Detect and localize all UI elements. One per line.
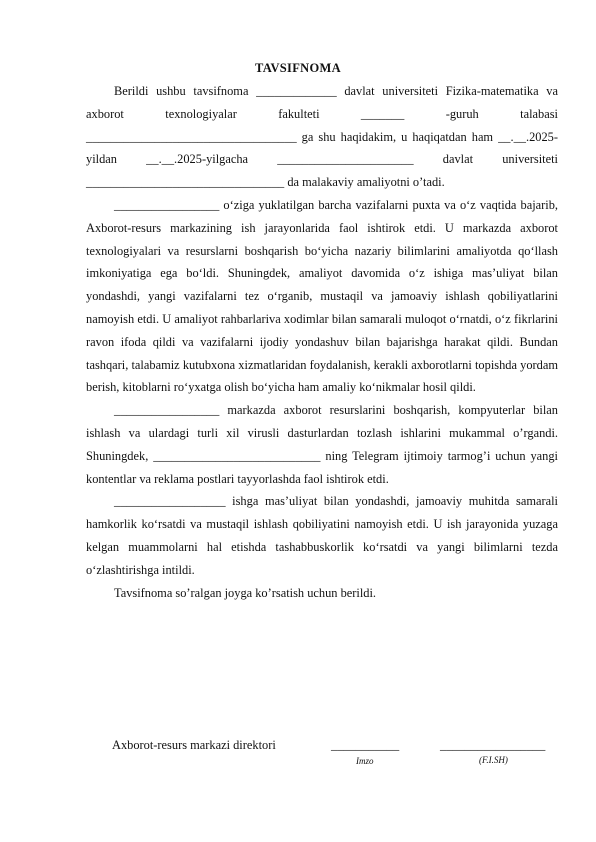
- signature-line: ___________: [331, 738, 400, 752]
- name-line: _________________: [440, 738, 546, 752]
- paragraph-intro: Berildi ushbu tavsifnoma _____________ davlat universiteti Fizika-matematika va axborot texnologiyalar fakulteti _______ -guruh talabasi __________________________________ ga shu haqidakim, u haqiqatdan ham __.__.2025-yildan __.__.2025-yilgacha ______________________ davlat universiteti ________________________________ da malakaviy amaliyotni o’tadi.: [86, 84, 558, 190]
- paragraph-attitude: __________________ ishga mas’uliyat bilan yondashdi, jamoaviy muhitda samarali hamkorlik ko‘rsatdi va mustaqil ishlash qobiliyatini namoyish etdi. U ish jarayonida yuzaga kelgan muammolarni hal etishda tashabbuskorlik ko‘rsatdi va yangi bilimlarni tezda o‘zlashtirishga intildi.: [86, 494, 558, 577]
- paragraph-skills: _________________ markazda axborot resurslarini boshqarish, kompyuterlar bilan ishlash va ulardagi turli xil virusli dasturlardan tozlash ishlarini mukammal o’rgandi. Shuningdek, ___________________________ ning Telegram ijtimoiy tarmog’i uchun yangi kontentlar va reklama postlari tayyorlashda faol ishtirok etdi.: [86, 403, 558, 486]
- signature-caption: Imzo: [356, 756, 374, 766]
- document-body: [86, 80, 558, 604]
- signature-position: Axborot-resurs markazi direktori: [112, 738, 276, 752]
- signature-block: [0, 738, 596, 778]
- document-title: TAVSIFNOMA: [255, 61, 341, 75]
- paragraph-duties: _________________ o‘ziga yuklatilgan barcha vazifalarni puxta va o‘z vaqtida bajarib, Axborot-resurs markazining ish jarayonlarida faol ishtirok etdi. U markazda axborot texnologiyalari va resurslarni boshqarish bo‘yicha nazariy bilimlarini amaliyotda qo‘llash imkoniyatiga ega bo‘ldi. Shuningdek, amaliyot davomida o‘z ishiga mas’uliyat bilan yondashdi, yangi vazifalarni tez o‘rganib, mustaqil va jamoaviy ishlash qobiliyatlarini namoyish etdi. U amaliyot rahbarlariva xodimlar bilan samarali muloqot o‘rnatdi, o‘z fikrlarini ravon ifoda qildi va vazifalarni ijodiy yondashuv bilan bajarishga harakat qildi. Bundan tashqari, talabamiz kutubxona xizmatlaridan foydalanish, kerakli axborotlarni topishda yordam berish, kitoblarni ro‘yxatga olish bo‘yicha ham amaliy ko‘nikmalar hosil qildi.: [86, 197, 558, 395]
- name-caption: (F.I.SH): [479, 755, 508, 765]
- paragraph-closing: Tavsifnoma so’ralgan joyga ko’rsatish uchun berildi.: [114, 585, 377, 600]
